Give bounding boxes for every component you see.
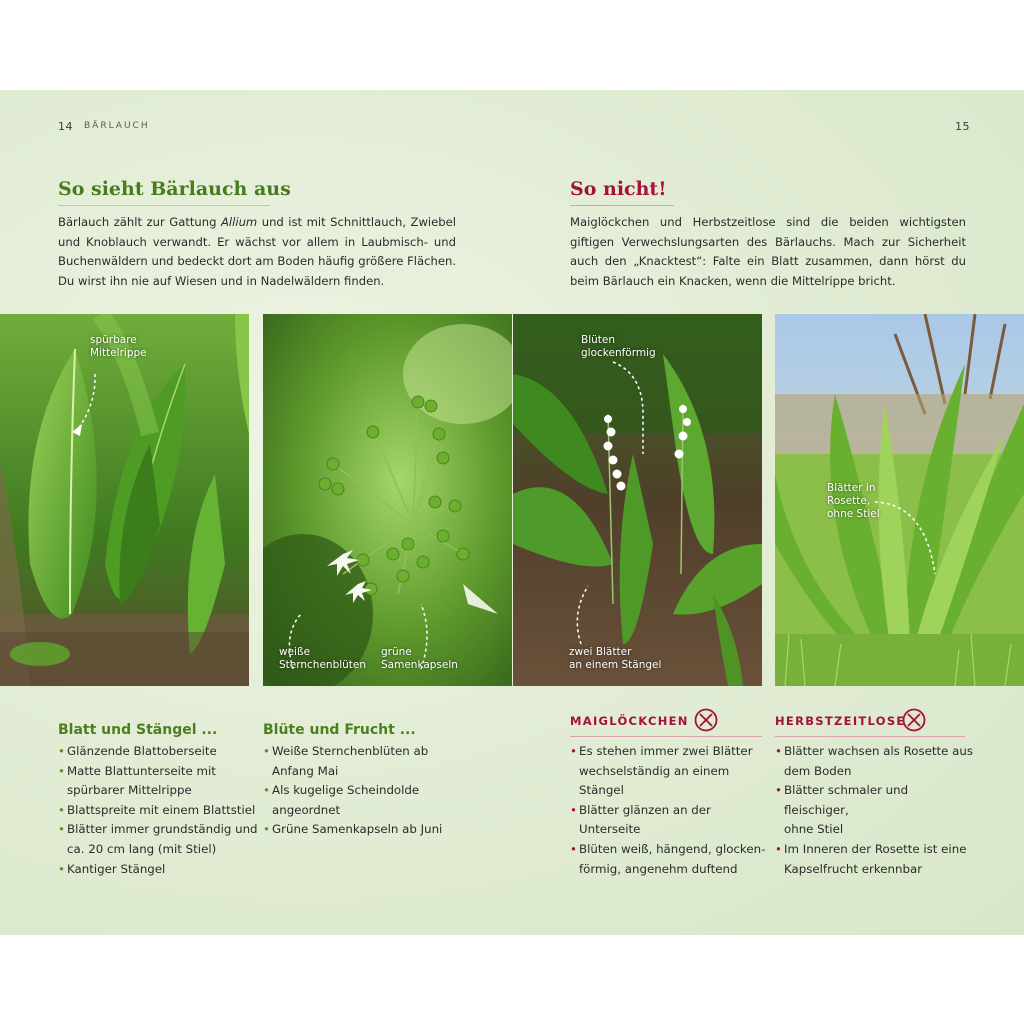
list-item: angeordnet — [272, 802, 341, 817]
cross-out-icon — [902, 708, 926, 732]
list-item: • Als kugelige Scheindolde — [263, 781, 463, 801]
col3-rule — [570, 736, 762, 737]
col3-title: MAIGLÖCKCHEN — [570, 714, 689, 728]
list-item: Anfang Mai — [272, 763, 339, 778]
col2-title: Blüte und Frucht ... — [263, 722, 416, 738]
page-number-right: 15 — [955, 120, 970, 133]
col3-list — [570, 742, 770, 879]
list-item: wechselständig an einem Stängel — [579, 763, 730, 798]
right-title: So nicht! — [570, 178, 667, 200]
photo1-label: spürbare Mittelrippe — [90, 334, 147, 359]
list-item: spürbarer Mittelrippe — [67, 783, 192, 798]
photo4-label: Blätter in Rosette, ohne Stiel — [827, 482, 880, 520]
list-item: dem Boden — [784, 763, 852, 778]
col1-title: Blatt und Stängel ... — [58, 722, 218, 738]
list-item: • Weiße Sternchenblüten ab — [263, 742, 463, 762]
col4-rule — [775, 736, 965, 737]
list-item: • Blätter wachsen als Rosette aus — [775, 742, 975, 762]
photo3-label-flowers: Blüten glockenförmig — [581, 334, 656, 359]
photo-maigloeckchen — [513, 314, 762, 686]
photo2-label-capsules: grüne Samenkapseln — [381, 646, 458, 671]
list-item: • Es stehen immer zwei Blätter — [570, 742, 770, 762]
col4-title: HERBSTZEITLOSE — [775, 714, 906, 728]
list-item: • Kantiger Stängel — [58, 860, 258, 880]
running-head: BÄRLAUCH — [84, 121, 150, 131]
right-intro: Maiglöckchen und Herbstzeitlose sind die beiden wichtigsten giftigen Verwechslungsarten des Bärlauchs. Mach zur Sicherheit auch den „Knacktest“: Falte ein Blatt zusammen, dann hörst du beim Bärlauch ein Knacken, wenn die Mittelrippe bricht. — [570, 215, 966, 288]
list-item: • Blattspreite mit einem Blattstiel — [58, 801, 258, 821]
list-item: • Blätter glänzen an der Unterseite — [570, 801, 770, 840]
list-item: • Matte Blattunterseite mit — [58, 762, 258, 782]
book-spread — [0, 90, 1024, 935]
cross-out-icon — [694, 708, 718, 732]
list-item: • Blätter immer grundständig und — [58, 820, 258, 840]
photo-herbstzeitlose — [775, 314, 1024, 686]
list-item: ca. 20 cm lang (mit Stiel) — [67, 841, 217, 856]
photo-baerlauch-leaves — [0, 314, 249, 686]
list-item: ohne Stiel — [784, 822, 844, 837]
photo3-label-leaves: zwei Blätter an einem Stängel — [569, 646, 662, 671]
col4-list — [775, 742, 975, 879]
list-item: • Grüne Samenkapseln ab Juni — [263, 820, 463, 840]
left-intro: Bärlauch zählt zur Gattung Allium und ist mit Schnittlauch, Zwiebel und Knoblauch verwandt. Er wächst vor allem in Laubmisch- und Buchenwäldern und bedeckt dort am Boden häufig größere Flächen. Du wirst ihn nie auf Wiesen und in Nadelwäldern finden. — [58, 215, 456, 288]
list-item: förmig, angenehm duftend — [579, 861, 738, 876]
col2-list — [263, 742, 463, 840]
list-item: • Blüten weiß, hängend, glocken- — [570, 840, 770, 860]
photo-baerlauch-flowers — [263, 314, 512, 686]
right-title-underline — [570, 205, 674, 206]
list-item: • Blätter schmaler und fleischiger, — [775, 781, 975, 820]
col1-list — [58, 742, 258, 879]
list-item: • Im Inneren der Rosette ist eine — [775, 840, 975, 860]
left-title: So sieht Bärlauch aus — [58, 178, 291, 200]
list-item: • Glänzende Blattoberseite — [58, 742, 258, 762]
photo2-label-flowers: weiße Sternchenblüten — [279, 646, 367, 671]
page-number-left: 14 — [58, 120, 73, 133]
left-title-underline — [58, 205, 270, 206]
list-item: Kapselfrucht erkennbar — [784, 861, 923, 876]
